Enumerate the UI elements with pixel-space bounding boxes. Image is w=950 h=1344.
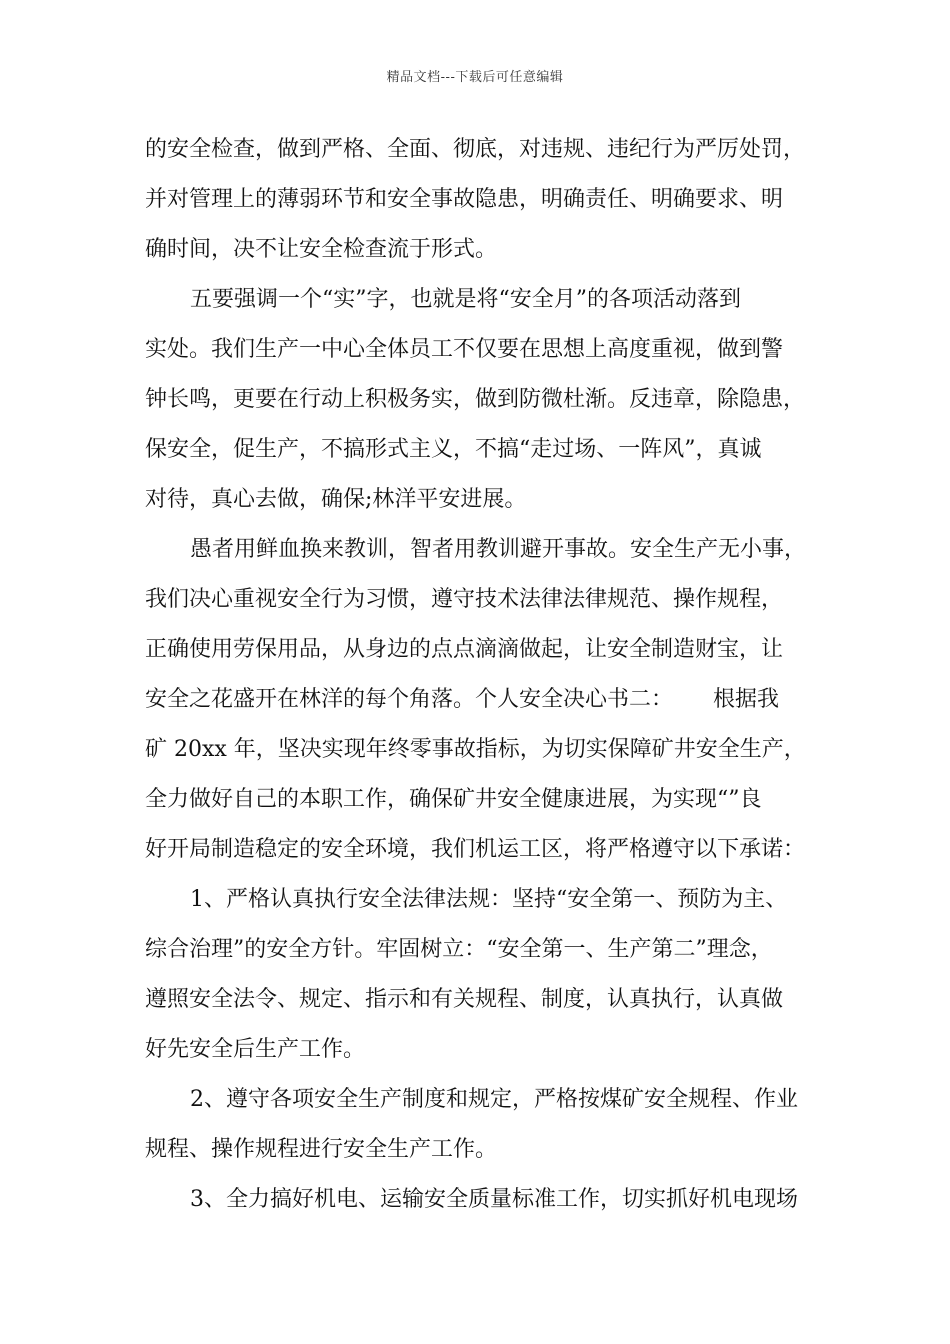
text-line: 对待，真心去做，确保;林洋平安进展。 <box>145 487 527 512</box>
text-line: 五要强调一个“实”字，也就是将“安全月”的各项活动落到 <box>190 287 741 312</box>
text-line: 1、严格认真执行安全法律法规：坚持“安全第一、预防为主、 <box>190 887 788 912</box>
text-line: 安全之花盛开在林洋的每个角落。个人安全决心书二： 根据我 <box>145 687 779 712</box>
text-line: 规程、操作规程进行安全生产工作。 <box>145 1137 498 1162</box>
text-line: 综合治理”的安全方针。牢固树立：“安全第一、生产第二”理念， <box>145 937 773 962</box>
page-header: 精品文档---下载后可任意编辑 <box>386 70 564 85</box>
text-line: 实处。我们生产一中心全体员工不仅要在思想上高度重视，做到警 <box>145 337 784 362</box>
text-line: 我们决心重视安全行为习惯，遵守技术法律法律规范、操作规程， <box>145 587 784 612</box>
text-line: 全力做好自己的本职工作，确保矿井安全健康进展，为实现“”良 <box>145 787 762 812</box>
text-line: 愚者用鲜血换来教训，智者用教训避开事故。安全生产无小事， <box>190 537 807 562</box>
text-line: 的安全检查，做到严格、全面、彻底，对违规、违纪行为严厉处罚， <box>145 137 806 162</box>
text-line: 确时间，决不让安全检查流于形式。 <box>145 237 498 262</box>
text-line: 好开局制造稳定的安全环境，我们机运工区，将严格遵守以下承诺： <box>145 837 806 862</box>
text-line: 遵照安全法令、规定、指示和有关规程、制度，认真执行，认真做 <box>145 987 784 1012</box>
text-line: 正确使用劳保用品，从身边的点点滴滴做起，让安全制造财宝，让 <box>145 637 784 662</box>
text-line: 3、全力搞好机电、运输安全质量标准工作，切实抓好机电现场 <box>190 1187 798 1212</box>
text-line: 并对管理上的薄弱环节和安全事故隐患，明确责任、明确要求、明 <box>145 187 784 212</box>
text-line: 2、遵守各项安全生产制度和规定，严格按煤矿安全规程、作业 <box>190 1087 798 1112</box>
text-line: 矿 20xx 年，坚决实现年终零事故指标，为切实保障矿井安全生产， <box>145 737 806 762</box>
text-line: 好先安全后生产工作。 <box>145 1037 366 1062</box>
text-line: 钟长鸣，更要在行动上积极务实，做到防微杜渐。反违章，除隐患， <box>145 387 806 412</box>
text-line: 保安全，促生产，不搞形式主义，不搞“走过场、一阵风”，真诚 <box>145 437 762 462</box>
